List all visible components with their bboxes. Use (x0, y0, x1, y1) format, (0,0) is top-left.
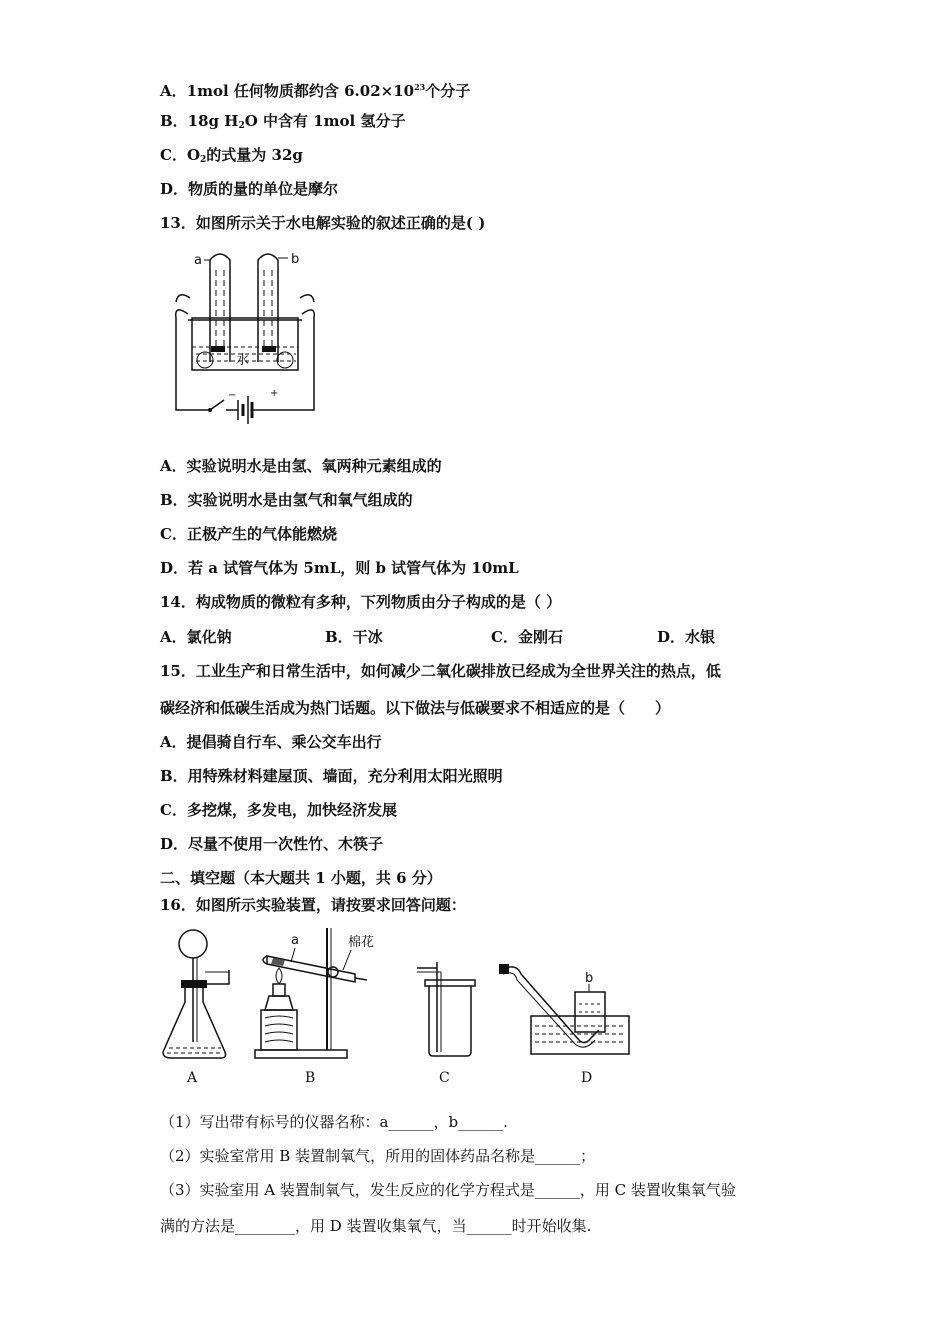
test-tube-a (210, 254, 230, 362)
q14-option-d: D．水银 (657, 628, 716, 646)
q14-option-b: B．干冰 (325, 628, 383, 646)
q13-option-a: A．实验说明水是由氢、氧两种元素组成的 (160, 457, 442, 475)
q12-option-d: D．物质的量的单位是摩尔 (160, 180, 339, 198)
caption-d: D (581, 1070, 593, 1086)
label-a: a (291, 933, 299, 948)
caption-a: A (187, 1070, 198, 1086)
alcohol-lamp (265, 996, 293, 1010)
q13-option-b: B．实验说明水是由氢气和氧气组成的 (160, 491, 413, 509)
q12-option-b-suffix: O 中含有 1mol 氢分子 (244, 112, 406, 130)
q12-option-a-text: A．1mol 任何物质都约含 6.02×10 (160, 82, 415, 100)
iron-stand-base (255, 1050, 347, 1058)
positive-sign: + (270, 388, 279, 399)
water-label: 水 (236, 353, 250, 368)
electrode-left (211, 346, 225, 352)
q12-option-b-text: B．18g H (160, 112, 239, 130)
cotton-label: 棉花 (348, 935, 375, 950)
lab-apparatus-diagram (155, 922, 645, 1092)
q12-option-a-suffix: 个分子 (425, 82, 471, 100)
q12-option-a-exponent: 23 (414, 82, 426, 92)
negative-sign: − (228, 390, 237, 401)
caption-b: B (305, 1070, 316, 1086)
q16-stem: 16．如图所示实验装置，请按要求回答问题： (160, 896, 466, 914)
apparatus-a (163, 930, 229, 1086)
delivery-tube-c (417, 962, 437, 1052)
q15-stem-line1: 15．工业生产和日常生活中，如何减少二氧化碳排放已经成为全世界关注的热点，低 (160, 662, 721, 680)
q14-option-a: A．氯化钠 (160, 628, 232, 646)
q12-option-c-suffix: 的式量为 32g (206, 146, 303, 164)
q12-option-b-subscript: 2 (238, 121, 245, 131)
tube-label-a: a (194, 253, 202, 268)
q16-part3-continued: 满的方法是________，用 D 装置收集氧气，当______时开始收集. (160, 1217, 592, 1235)
apparatus-c (417, 962, 475, 1086)
q12-option-b (160, 111, 405, 136)
q12-option-c-text: C．O (160, 146, 201, 164)
q15-option-b: B．用特殊材料建屋顶、墙面，充分利用太阳光照明 (160, 767, 503, 785)
q16-part1: （1）写出带有标号的仪器名称：a______，b______. (160, 1113, 508, 1131)
label-b: b (585, 971, 594, 986)
q14-option-c: C．金刚石 (491, 628, 563, 646)
test-tube-b (258, 254, 278, 362)
q15-stem-line2: 碳经济和低碳生活成为热门话题。以下做法与低碳要求不相适应的是（ ） (160, 699, 671, 717)
separatory-funnel (179, 930, 207, 958)
q12-option-c-subscript: 2 (200, 155, 207, 165)
wire-right (252, 310, 314, 410)
q14-stem: 14．构成物质的微粒有多种，下列物质由分子构成的是（ ） (160, 593, 562, 611)
q13-stem: 13．如图所示关于水电解实验的叙述正确的是( ) (160, 214, 486, 232)
electrolysis-diagram (160, 242, 330, 432)
q16-part2: （2）实验室常用 B 装置制氧气，所用的固体药品名称是______； (160, 1147, 596, 1165)
gas-jar (429, 986, 471, 1056)
water-trough-d (531, 1016, 629, 1054)
q15-option-a: A．提倡骑自行车、乘公交车出行 (160, 733, 382, 751)
tube-label-b: b (291, 252, 300, 267)
caption-c: C (439, 1070, 450, 1086)
q13-option-d: D．若 a 试管气体为 5mL，则 b 试管气体为 10mL (160, 559, 519, 577)
q16-part3: （3）实验室用 A 装置制氧气，发生反应的化学方程式是______，用 C 装置收集氧气验 (160, 1181, 736, 1199)
q12-option-c (160, 145, 303, 170)
q15-option-c: C．多挖煤，多发电，加快经济发展 (160, 801, 397, 819)
q13-option-c: C．正极产生的气体能燃烧 (160, 525, 337, 543)
electrode-right (262, 346, 276, 352)
q12-option-a (160, 77, 470, 101)
q15-option-d: D．尽量不使用一次性竹、木筷子 (160, 835, 384, 853)
switch (210, 400, 224, 410)
section-heading-fill-in: 二、填空题（本大题共 1 小题，共 6 分） (160, 869, 442, 887)
apparatus-b (255, 928, 374, 1086)
apparatus-d (499, 964, 629, 1086)
